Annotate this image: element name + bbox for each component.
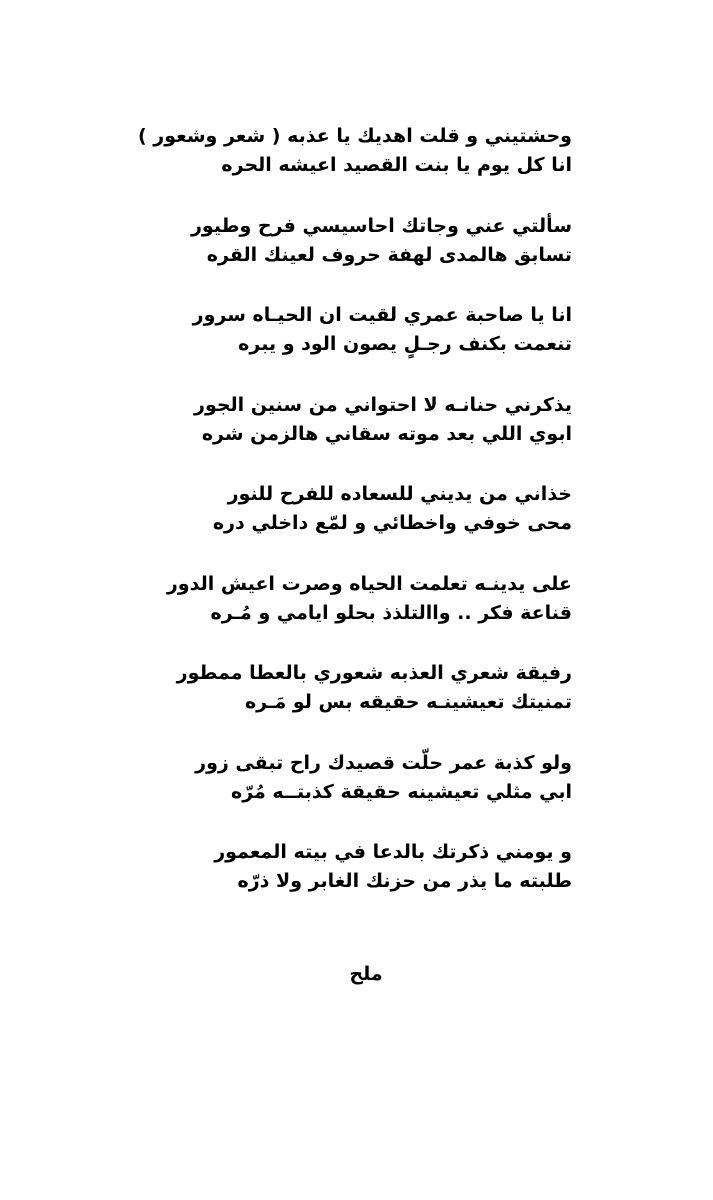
verse-line: تمنيتك تعيشينـه حقيقه بس لو مَـره bbox=[244, 691, 572, 713]
verse-line: و يومني ذكرتك بالدعا في بيته المعمور bbox=[214, 841, 572, 863]
verse-line: طلبته ما يذر من حزنك الغابر ولا ذرّه bbox=[237, 870, 572, 892]
stanza bbox=[160, 659, 572, 717]
verse-line: ولو كذبة عمر حلّت قصيدك راح تبقى زور bbox=[195, 751, 572, 774]
verse-line: على يدينـه تعلمت الحياه وصرت اعيش الدور bbox=[166, 572, 572, 595]
verse-line: سألتي عني وجاتك احاسيسي فرح وطيور bbox=[190, 214, 572, 237]
stanza bbox=[160, 749, 572, 807]
verse-line: محى خوفي واخطائي و لمّع داخلي دره bbox=[212, 512, 572, 534]
stanza bbox=[160, 301, 572, 359]
verse-line: ابي مثلي تعيشينه حقيقة كذبتــه مُرّه bbox=[231, 780, 572, 803]
verse-line: رفيقة شعري العذبه شعوري بالعطا ممطور bbox=[176, 662, 572, 684]
verse-line: تسابق هالمدى لهفة حروف لعينك القره bbox=[206, 243, 572, 266]
verse-line: قناعة فكر .. واالتلذذ بحلو ايامي و مُـره bbox=[210, 601, 572, 624]
verse-line: يذكرني حنانـه لا احتواني من سنين الجور bbox=[194, 393, 572, 416]
poem-body bbox=[137, 122, 572, 928]
stanza bbox=[137, 122, 572, 180]
verse-line: انا كل يوم يا بنت القصيد اعيشه الحره bbox=[221, 154, 572, 176]
verse-line: وحشتيني و قلت اهديك يا عذبه ( شعر وشعور ) bbox=[137, 125, 572, 147]
verse-line: تنعمت بكنف رجـلٍ يصون الود و يبره bbox=[238, 333, 572, 355]
stanza bbox=[160, 838, 572, 896]
stanza bbox=[160, 212, 572, 270]
stanza bbox=[160, 480, 572, 538]
verse-line: خذاني من يديني للسعاده للفرح للنور bbox=[227, 483, 572, 505]
verse-line: انا يا صاحبة عمري لقيت ان الحيـاه سرور bbox=[192, 304, 572, 326]
stanza bbox=[160, 570, 572, 628]
poet-signature: ملح bbox=[349, 963, 383, 985]
verse-line: ابوي اللي بعد موته سقاني هالزمن شره bbox=[201, 422, 572, 445]
stanza bbox=[160, 391, 572, 449]
